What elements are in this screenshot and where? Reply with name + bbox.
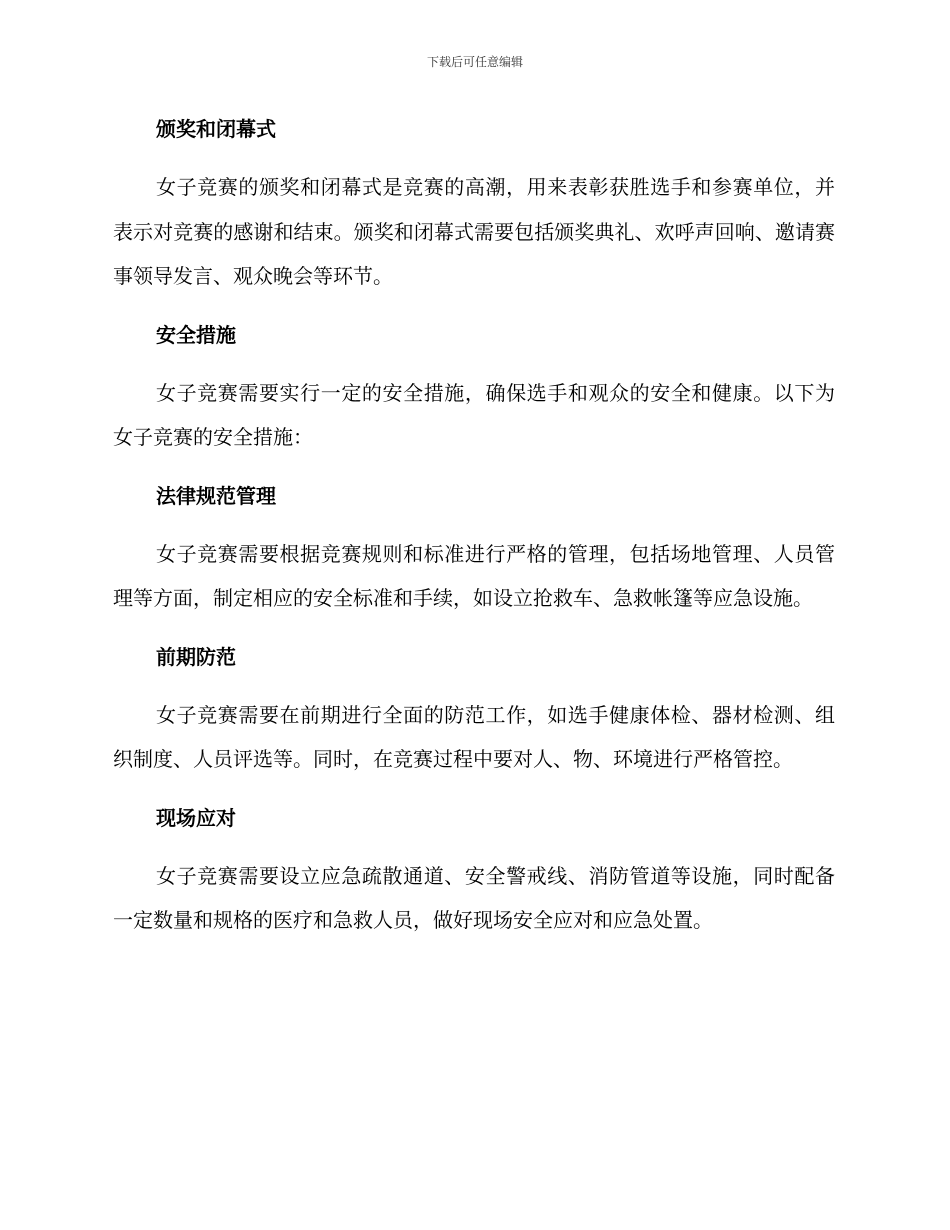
- document-body: [113, 107, 835, 957]
- section-safety-measures: [113, 313, 835, 460]
- section-onsite-response: [113, 796, 835, 943]
- section-award-closing: [113, 107, 835, 299]
- section-early-prevention: [113, 635, 835, 782]
- section-paragraph: 女子竞赛需要实行一定的安全措施，确保选手和观众的安全和健康。以下为女子竞赛的安全措施：: [113, 380, 835, 449]
- section-legal-management: [113, 474, 835, 621]
- section-paragraph: 女子竞赛需要根据竞赛规则和标准进行严格的管理，包括场地管理、人员管理等方面，制定相应的安全标准和手续，如设立抢救车、急救帐篷等应急设施。: [113, 541, 835, 610]
- section-title: 前期防范: [156, 644, 236, 669]
- section-paragraph: 女子竞赛需要在前期进行全面的防范工作，如选手健康体检、器材检测、组织制度、人员评选等。同时，在竞赛过程中要对人、物、环境进行严格管控。: [113, 702, 835, 771]
- section-title: 现场应对: [156, 805, 236, 830]
- section-title: 法律规范管理: [156, 483, 276, 508]
- page-header-note: 下载后可任意编辑: [426, 55, 523, 69]
- section-paragraph: 女子竞赛的颁奖和闭幕式是竞赛的高潮，用来表彰获胜选手和参赛单位，并表示对竞赛的感谢和结束。颁奖和闭幕式需要包括颁奖典礼、欢呼声回响、邀请赛事领导发言、观众晚会等环节。: [113, 175, 835, 288]
- section-paragraph: 女子竞赛需要设立应急疏散通道、安全警戒线、消防管道等设施，同时配备一定数量和规格的医疗和急救人员，做好现场安全应对和应急处置。: [113, 863, 835, 932]
- section-title: 颁奖和闭幕式: [156, 117, 276, 141]
- section-title: 安全措施: [156, 322, 236, 347]
